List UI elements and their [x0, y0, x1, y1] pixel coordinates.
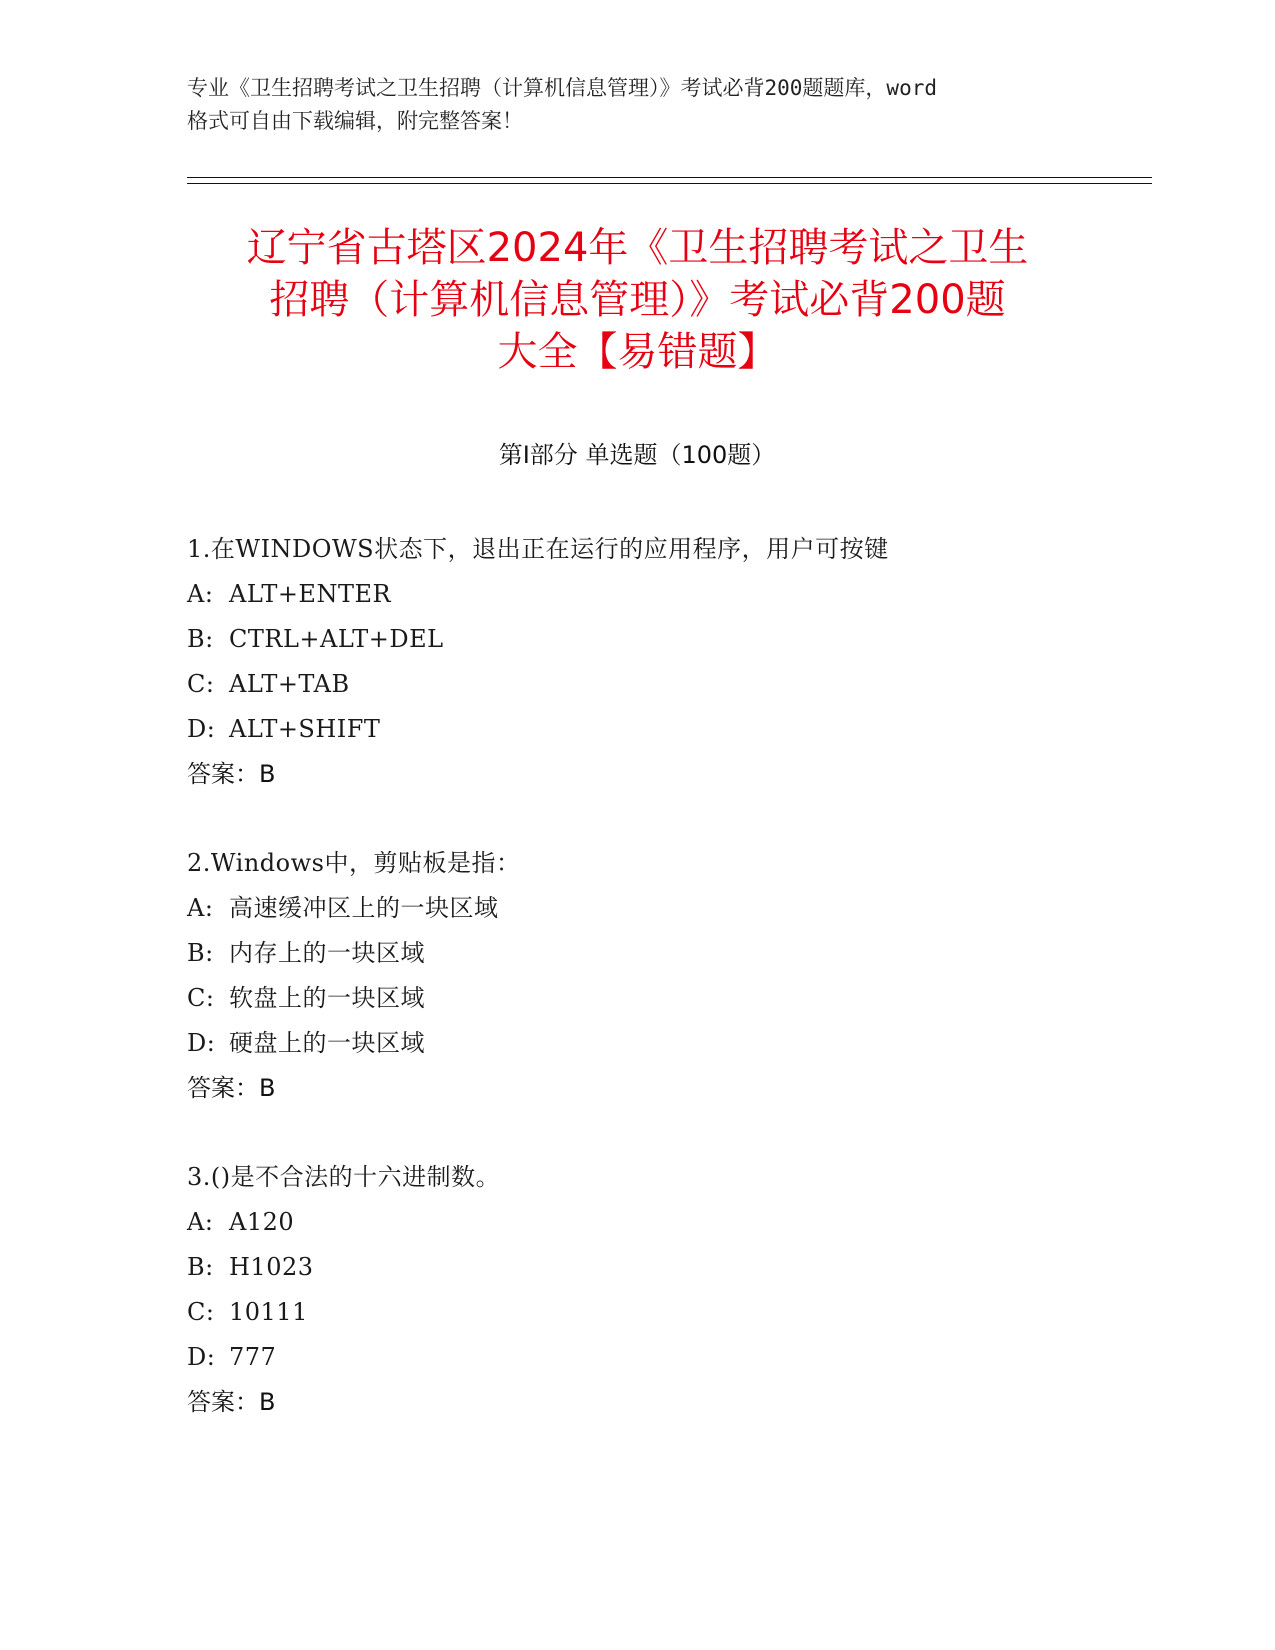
option-d: [187, 1021, 1147, 1066]
option-b: [187, 617, 1147, 662]
question-2: [187, 841, 1147, 1111]
option-text: 内存上的一块区域: [229, 939, 425, 967]
option-label: C:: [187, 984, 215, 1012]
option-label: A:: [187, 894, 214, 922]
answer: 答案：B: [187, 1074, 276, 1102]
option-b: [187, 1245, 1147, 1290]
option-label: B:: [187, 1253, 214, 1281]
option-label: D:: [187, 1343, 216, 1371]
option-label: D:: [187, 715, 216, 743]
question-list: [187, 527, 1147, 1469]
header-note-line-2: 格式可自由下载编辑，附完整答案！: [187, 109, 523, 133]
option-label: B:: [187, 625, 214, 653]
document-title-line-2: 招聘（计算机信息管理）》考试必背200题: [269, 277, 1006, 323]
option-d: [187, 1335, 1147, 1380]
option-text: 高速缓冲区上的一块区域: [229, 894, 499, 922]
option-text: A120: [229, 1208, 295, 1236]
question-1: [187, 527, 1147, 797]
option-label: C:: [187, 1298, 215, 1326]
header-note-line-1: 专业《卫生招聘考试之卫生招聘（计算机信息管理）》考试必背200题题库，word: [187, 76, 937, 100]
option-c: [187, 976, 1147, 1021]
header-note: [187, 72, 1087, 138]
option-text: ALT+TAB: [229, 670, 350, 698]
document-title: [170, 222, 1105, 378]
option-a: [187, 886, 1147, 931]
option-text: H1023: [229, 1253, 314, 1281]
option-text: 777: [229, 1343, 277, 1371]
document-title-line-1: 辽宁省古塔区2024年《卫生招聘考试之卫生: [246, 225, 1029, 271]
section-heading: 第Ⅰ部分 单选题（100题）: [498, 441, 776, 469]
question-stem: 3.()是不合法的十六进制数。: [187, 1163, 501, 1191]
option-d: [187, 707, 1147, 752]
answer: 答案：B: [187, 760, 276, 788]
option-label: B:: [187, 939, 214, 967]
option-text: 10111: [229, 1298, 308, 1326]
option-label: C:: [187, 670, 215, 698]
option-text: ALT+SHIFT: [229, 715, 381, 743]
option-text: 软盘上的一块区域: [229, 984, 425, 1012]
question-3: [187, 1155, 1147, 1425]
question-stem: 1.在WINDOWS状态下，退出正在运行的应用程序，用户可按键: [187, 535, 889, 563]
option-label: D:: [187, 1029, 216, 1057]
answer: 答案：B: [187, 1388, 276, 1416]
option-label: A:: [187, 580, 214, 608]
header-divider-thick: [187, 183, 1152, 184]
option-b: [187, 931, 1147, 976]
option-a: [187, 1200, 1147, 1245]
option-c: [187, 662, 1147, 707]
header-divider-thin: [187, 177, 1152, 178]
option-c: [187, 1290, 1147, 1335]
option-text: ALT+ENTER: [229, 580, 392, 608]
question-stem: 2.Windows中，剪贴板是指：: [187, 849, 521, 877]
document-title-line-3: 大全【易错题】: [497, 329, 778, 375]
option-a: [187, 572, 1147, 617]
option-text: 硬盘上的一块区域: [229, 1029, 425, 1057]
option-label: A:: [187, 1208, 214, 1236]
option-text: CTRL+ALT+DEL: [229, 625, 444, 653]
